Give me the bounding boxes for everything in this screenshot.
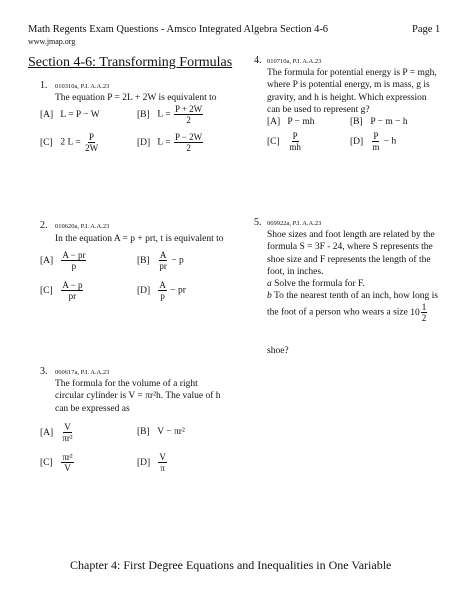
question-code: 010710a, P.I. A.A.23 <box>267 58 322 65</box>
denominator: 2 <box>186 115 191 125</box>
numerator: P <box>373 131 379 141</box>
option-b-expr: V − πr² <box>157 427 185 437</box>
option-c-fraction <box>61 452 73 473</box>
option-b <box>350 117 408 127</box>
denominator: pr <box>68 291 77 301</box>
option-b <box>137 104 204 125</box>
numerator: A − p <box>62 280 83 290</box>
numerator: P + 2W <box>174 104 203 114</box>
denominator: 2 <box>186 143 191 153</box>
option-a <box>40 422 75 443</box>
question-prompt: In the equation A = p + prt, t is equivalent to <box>55 234 224 244</box>
option-label: [A] <box>40 255 54 266</box>
option-a-expr: L = P − W <box>60 110 100 120</box>
option-c-fraction <box>61 280 83 301</box>
part-a-label: a <box>267 279 272 289</box>
denominator: m <box>372 142 380 152</box>
page-number: Page 1 <box>412 24 441 35</box>
question-number: 5. <box>254 217 262 228</box>
part-b-end: shoe? <box>267 346 289 356</box>
option-d <box>137 280 186 301</box>
option-d-fraction <box>371 131 380 152</box>
question-number: 1. <box>40 80 48 91</box>
denominator: πr² <box>62 433 73 443</box>
chapter-footer: Chapter 4: First Degree Equations and Inequalities in One Variable <box>70 558 392 572</box>
option-c <box>40 280 84 301</box>
option-a-fraction <box>61 250 86 271</box>
option-a <box>40 110 100 120</box>
numerator: πr² <box>62 452 73 462</box>
shoe-size <box>410 302 428 324</box>
option-d-fraction <box>158 452 167 473</box>
denominator: p <box>71 261 77 271</box>
option-b-tail: − p <box>171 255 184 266</box>
denominator: p <box>160 291 165 301</box>
question-prompt: The equation P = 2L + 2W is equivalent to <box>55 93 217 103</box>
question-prompt: The formula for the volume of a right circular cylinder is V = πr²h. The value of h can be expressed as <box>55 379 221 414</box>
size-whole: 10 <box>410 307 420 318</box>
denominator: 2 <box>421 313 427 324</box>
option-label: [A] <box>40 427 54 438</box>
option-a-fraction <box>61 422 73 443</box>
option-c <box>40 452 75 473</box>
option-label: [A] <box>267 117 281 127</box>
numerator: P <box>89 132 95 142</box>
numerator: 1 <box>421 302 427 313</box>
option-label: [C] <box>40 285 53 296</box>
option-a <box>40 250 87 271</box>
option-b-fraction <box>158 250 168 271</box>
numerator: P − 2W <box>174 132 203 142</box>
option-label: [C] <box>267 136 280 147</box>
denominator: V <box>64 463 71 473</box>
part-b-text: To the nearest tenth of an inch, how long is the foot of a person who wears a size <box>267 291 438 318</box>
numerator: A − pr <box>62 250 86 260</box>
option-c <box>40 132 100 153</box>
option-b-fraction <box>174 104 203 125</box>
question-number: 2. <box>40 220 48 231</box>
numerator: V <box>64 422 71 432</box>
numerator: P <box>292 131 298 141</box>
question-prompt: The formula for potential energy is P = mgh, where P is potential energy, m is mass, g is gravity, and h is height. Which expression can be used to represent g? <box>267 68 437 115</box>
part-a-text: Solve the formula for F. <box>274 279 365 289</box>
option-label: [B] <box>137 109 150 120</box>
size-fraction <box>421 302 428 323</box>
option-c-fraction <box>288 131 302 152</box>
option-d-lhs: L = <box>157 137 171 148</box>
question-number: 3. <box>40 366 48 377</box>
option-label: [D] <box>137 285 151 296</box>
option-d <box>137 452 168 473</box>
option-c <box>267 131 303 152</box>
denominator: mh <box>289 142 301 152</box>
option-c-fraction <box>84 132 99 153</box>
numerator: V <box>159 452 166 462</box>
denominator: 2W <box>85 143 99 153</box>
option-d-tail: − h <box>383 136 397 147</box>
option-b <box>137 250 184 271</box>
option-label: [B] <box>137 427 150 437</box>
question-number: 4. <box>254 55 262 66</box>
option-d-fraction <box>174 132 203 153</box>
option-d-fraction <box>158 280 167 301</box>
header-url: www.jmap.org <box>28 37 76 46</box>
option-a-expr: P − mh <box>287 117 315 127</box>
question-code: 060617a, P.I. A.A.23 <box>55 369 110 376</box>
option-c-lhs: 2 L = <box>60 137 81 148</box>
option-label: [D] <box>350 136 364 147</box>
header-title: Math Regents Exam Questions - Amsco Integrated Algebra Section 4-6 <box>28 24 329 35</box>
option-d <box>350 131 396 152</box>
option-label: [B] <box>137 255 150 266</box>
question-prompt: Shoe sizes and foot length are related by the formula S = 3F - 24, where S represents the shoe size and F represents the length of the foot, in inches. <box>267 230 435 277</box>
question-code: 010620a, P.I. A.A.23 <box>55 223 110 230</box>
numerator: A <box>159 280 166 290</box>
question-code: 069922a, P.I. A.A.23 <box>267 220 322 227</box>
section-title: Section 4-6: Transforming Formulas <box>28 55 233 70</box>
part-b-label: b <box>267 291 272 301</box>
option-label: [C] <box>40 457 53 468</box>
option-d <box>137 132 204 153</box>
denominator: pr <box>159 261 167 271</box>
denominator: π <box>160 463 165 473</box>
option-b <box>137 427 185 437</box>
part-a <box>267 278 439 290</box>
option-b-lhs: L = <box>157 109 171 120</box>
option-a <box>267 117 315 127</box>
numerator: A <box>159 250 167 260</box>
option-label: [D] <box>137 137 151 148</box>
option-d-tail: − pr <box>170 285 186 296</box>
option-label: [B] <box>350 117 363 127</box>
option-label: [A] <box>40 110 54 120</box>
option-b-expr: P − m − h <box>370 117 408 127</box>
part-b <box>267 290 439 323</box>
option-label: [D] <box>137 457 151 468</box>
question-code: 010310a, P.I. A.A.23 <box>55 83 110 90</box>
option-label: [C] <box>40 137 53 148</box>
